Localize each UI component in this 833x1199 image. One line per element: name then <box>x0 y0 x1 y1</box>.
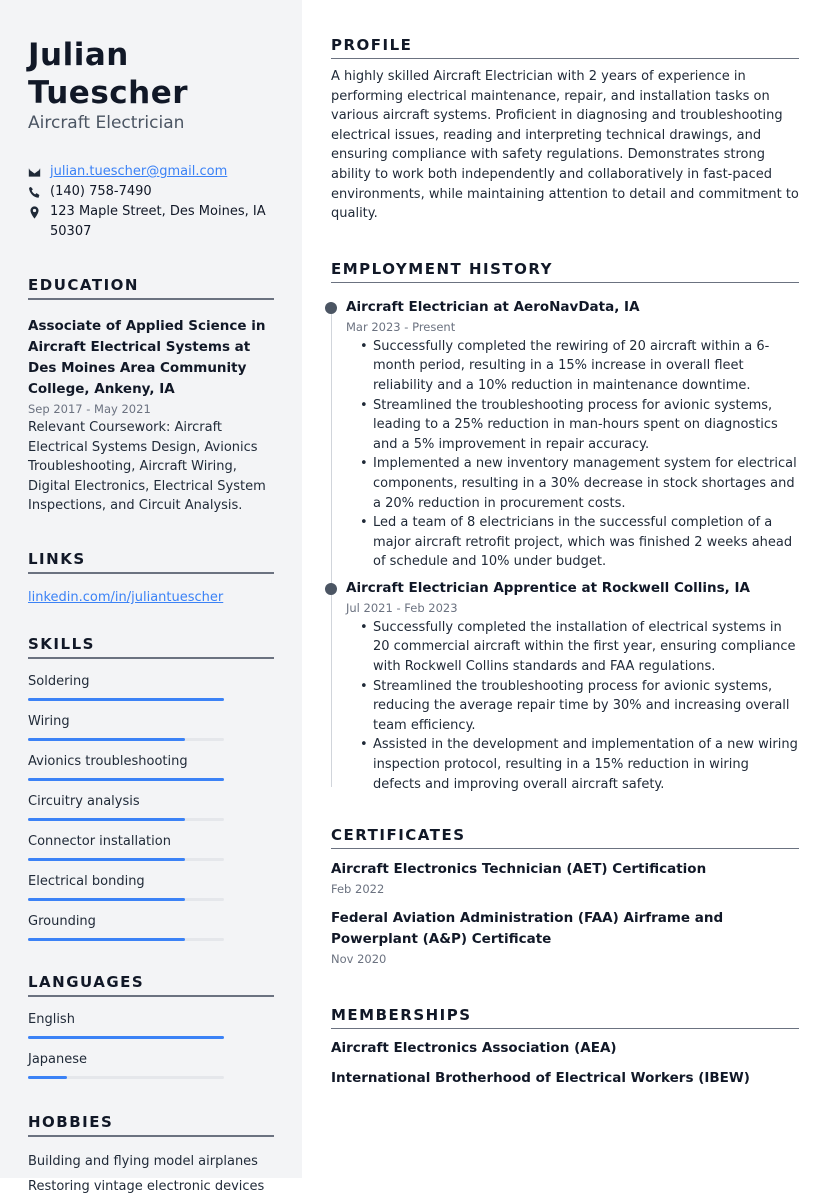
hobby-item: Restoring vintage electronic devices <box>28 1178 265 1194</box>
hobby-item: Building and flying model airplanes <box>28 1153 258 1169</box>
timeline-dot <box>325 583 337 595</box>
certificate-name: Aircraft Electronics Technician (AET) Certification <box>331 861 707 878</box>
education-description: Relevant Coursework: Aircraft Electrical Systems Design, Avionics Troubleshooting, Aircraft Wiring, Digital Electronics, Electrical System Inspections, and Circuit Analysis. <box>28 420 266 514</box>
job-timeline <box>331 297 799 794</box>
job-bullets <box>346 337 799 572</box>
certificates-section <box>331 826 799 968</box>
skill-item <box>28 913 274 941</box>
job-date: Mar 2023 - Present <box>346 319 456 334</box>
job-bullet: • Implemented a new inventory management system for electrical components, resulting in a 30% decrease in stock shortages and a 20% reduction in procurement costs. <box>346 454 799 513</box>
level-bar-track <box>28 1036 224 1039</box>
address-text: 123 Maple Street, Des Moines, IA 50307 <box>50 204 266 239</box>
level-bar-fill <box>28 858 185 861</box>
level-bar-fill <box>28 738 185 741</box>
language-label: English <box>28 1011 75 1027</box>
languages-section <box>28 973 274 1079</box>
main-content <box>331 36 799 1089</box>
skill-item <box>28 673 274 701</box>
job-title: Aircraft Electrician Apprentice at Rockwell Collins, IA <box>346 579 750 596</box>
job-bullet: • Streamlined the troubleshooting process for avionic systems, leading to a 25% reduction in man-hours spent on diagnostics and a 5% improvement in repair accuracy. <box>346 396 799 455</box>
level-bar-fill <box>28 1076 67 1079</box>
profile-heading: PROFILE <box>331 36 799 59</box>
level-bar-track <box>28 1076 224 1079</box>
job-date: Jul 2021 - Feb 2023 <box>346 600 458 615</box>
phone-text: (140) 758-7490 <box>50 184 152 199</box>
membership-item: International Brotherhood of Electrical Workers (IBEW) <box>331 1070 750 1087</box>
contact-block <box>28 162 274 242</box>
skill-label: Circuitry analysis <box>28 793 140 809</box>
membership-item: Aircraft Electronics Association (AEA) <box>331 1040 617 1057</box>
level-bar-track <box>28 698 224 701</box>
education-degree: Associate of Applied Science in Aircraft Electrical Systems at Des Moines Area Community College, Ankeny, IA <box>28 318 266 397</box>
education-heading: EDUCATION <box>28 276 274 300</box>
certificates-heading: CERTIFICATES <box>331 826 799 849</box>
hobbies-section <box>28 1113 274 1199</box>
job-bullet: • Successfully completed the installation of electrical systems in 20 commercial aircraft within the first year, ensuring compliance with Rockwell Collins standards and FAA regulations. <box>346 618 799 677</box>
level-bar-fill <box>28 1036 224 1039</box>
profile-section <box>331 36 799 224</box>
candidate-title: Aircraft Electrician <box>28 113 185 133</box>
job-bullet: • Assisted in the development and implementation of a new wiring inspection protocol, resulting in a 15% reduction in wiring defects and improving overall aircraft safety. <box>346 735 799 794</box>
skills-section <box>28 635 274 941</box>
job-entry <box>331 578 799 794</box>
map-pin-icon <box>28 202 50 222</box>
education-section <box>28 276 274 516</box>
skill-label: Grounding <box>28 913 96 929</box>
hobbies-heading: HOBBIES <box>28 1113 274 1137</box>
contact-address <box>28 202 274 242</box>
links-heading: LINKS <box>28 550 274 574</box>
envelope-icon <box>28 162 50 182</box>
job-bullet: • Led a team of 8 electricians in the successful completion of a major aircraft retrofit project, which was finished 2 weeks ahead of schedule and 10% under budget. <box>346 513 799 572</box>
links-section <box>28 550 274 605</box>
level-bar-fill <box>28 818 185 821</box>
level-bar-fill <box>28 898 185 901</box>
job-bullet: • Streamlined the troubleshooting process for avionic systems, reducing the average repair time by 30% and increasing overall team efficiency. <box>346 677 799 736</box>
sidebar <box>0 0 302 1194</box>
job-bullets <box>346 618 799 794</box>
employment-section <box>331 260 799 794</box>
skill-label: Avionics troubleshooting <box>28 753 188 769</box>
contact-phone <box>28 182 274 202</box>
languages-heading: LANGUAGES <box>28 973 274 997</box>
certificate-entry <box>331 859 799 898</box>
level-bar-track <box>28 778 224 781</box>
level-bar-track <box>28 938 224 941</box>
level-bar-fill <box>28 778 224 781</box>
language-item <box>28 1011 274 1039</box>
candidate-name: Julian Tuescher <box>28 37 189 111</box>
job-entry <box>331 297 799 572</box>
education-date: Sep 2017 - May 2021 <box>28 402 151 416</box>
memberships-heading: MEMBERSHIPS <box>331 1006 799 1029</box>
skill-label: Connector installation <box>28 833 171 849</box>
timeline-dot <box>325 302 337 314</box>
level-bar-track <box>28 738 224 741</box>
skill-item <box>28 833 274 861</box>
level-bar-track <box>28 898 224 901</box>
certificate-name: Federal Aviation Administration (FAA) Airframe and Powerplant (A&P) Certificate <box>331 910 724 948</box>
skill-item <box>28 793 274 821</box>
skill-item <box>28 713 274 741</box>
linkedin-link[interactable]: linkedin.com/in/juliantuescher <box>28 589 224 605</box>
certificate-date: Nov 2020 <box>331 952 387 967</box>
skill-item <box>28 753 274 781</box>
profile-text: A highly skilled Aircraft Electrician with 2 years of experience in performing electrical maintenance, repair, and installation tasks on various aircraft systems. Proficient in diagnosing and troubleshooting electrical issues, reading and interpreting technical drawings, and ensuring compliance with safety regulations. Demonstrates strong ability to work both independently and collaboratively in fast-paced environments, while maintaining attention to detail and commitment to quality. <box>331 69 799 222</box>
email-link[interactable]: julian.tuescher@gmail.com <box>50 164 228 179</box>
job-bullet: • Successfully completed the rewiring of 20 aircraft within a 6-month period, resulting in a 15% increase in overall fleet reliability and a 10% reduction in maintenance downtime. <box>346 337 799 396</box>
level-bar-track <box>28 818 224 821</box>
contact-email <box>28 162 274 182</box>
language-label: Japanese <box>28 1051 88 1067</box>
job-title: Aircraft Electrician at AeroNavData, IA <box>346 298 640 315</box>
memberships-section <box>331 1006 799 1089</box>
skill-label: Wiring <box>28 713 70 729</box>
language-item <box>28 1051 274 1079</box>
phone-icon <box>28 182 50 202</box>
level-bar-fill <box>28 698 224 701</box>
certificate-date: Feb 2022 <box>331 882 385 897</box>
level-bar-fill <box>28 938 185 941</box>
skill-item <box>28 873 274 901</box>
skills-heading: SKILLS <box>28 635 274 659</box>
skill-label: Electrical bonding <box>28 873 145 889</box>
skill-label: Soldering <box>28 673 90 689</box>
level-bar-track <box>28 858 224 861</box>
certificate-entry <box>331 908 799 968</box>
employment-heading: EMPLOYMENT HISTORY <box>331 260 799 283</box>
